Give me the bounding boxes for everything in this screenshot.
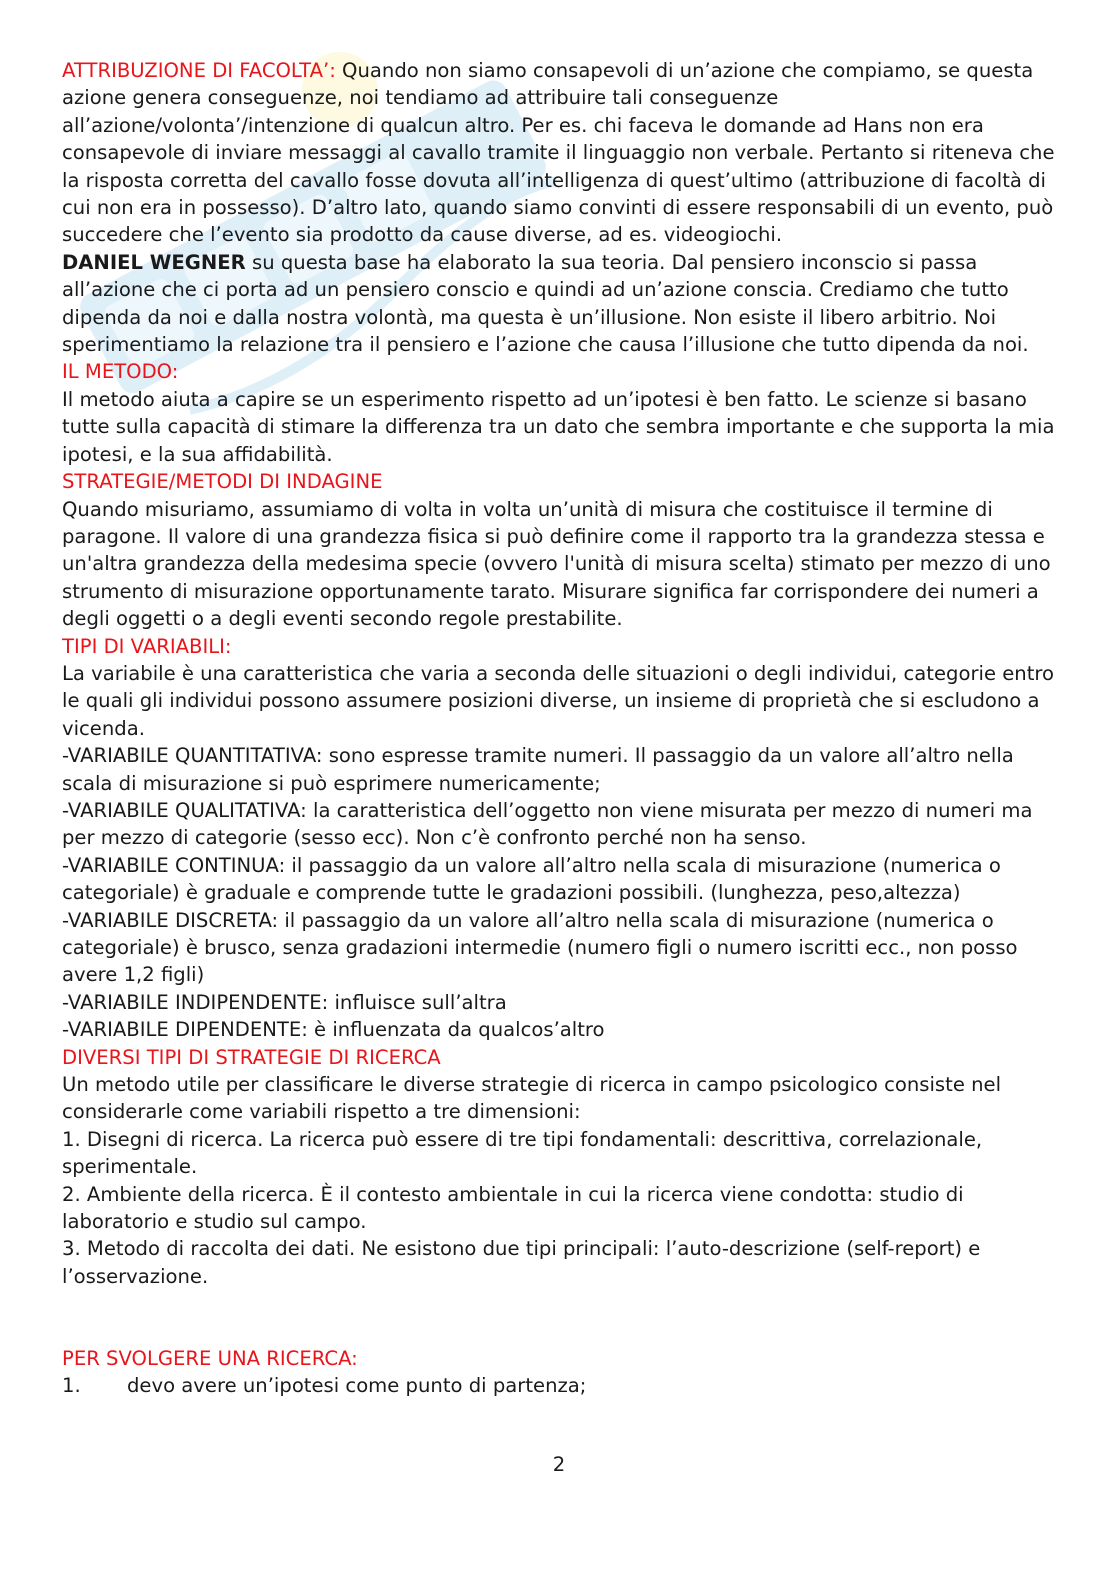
spacer	[62, 1290, 1057, 1345]
paragraph-wegner	[62, 249, 1057, 359]
list-item-variabile-indipendente: -VARIABILE INDIPENDENTE: influisce sull’altra	[62, 990, 507, 1014]
paragraph-ricerca-intro: Un metodo utile per classificare le diverse strategie di ricerca in campo psicologico consiste nel considerarle come variabili rispetto a tre dimensioni:	[62, 1073, 1002, 1124]
section-heading-strategie: STRATEGIE/METODI DI INDAGINE	[62, 470, 383, 494]
paragraph-attribuzione	[62, 57, 1057, 249]
page-number: 2	[552, 1453, 566, 1476]
list-item-variabile-dipendente: -VARIABILE DIPENDENTE: è influenzata da qualcos’altro	[62, 1018, 605, 1042]
author-name: DANIEL WEGNER	[62, 250, 246, 274]
section-heading-ricerca: DIVERSI TIPI DI STRATEGIE DI RICERCA	[62, 1045, 441, 1069]
paragraph-text: su questa base ha elaborato la sua teoria. Dal pensiero inconscio si passa all’azione che ci porta ad un pensiero conscio e quindi ad un’azione conscia. Crediamo che tutto dipenda da noi e dalla nostra volontà, ma questa è un’illusione. Non esiste il libero arbitrio. Noi sperimentiamo la relazione tra il pensiero e l’azione che causa l’illusione che tutto dipenda da noi.	[62, 250, 1029, 357]
paragraph-strategie: Quando misuriamo, assumiamo di volta in volta un’unità di misura che costituisce il termine di paragone. Il valore di una grandezza fisica si può definire come il rapporto tra la grandezza stessa e un'altra grandezza della medesima specie (ovvero l'unità di misura scelta) stimato per mezzo di uno strumento di misurazione opportunamente tarato. Misurare significa far corrispondere dei numeri a degli oggetti o a degli eventi secondo regole prestabilite.	[62, 497, 1051, 631]
section-heading-attribuzione: ATTRIBUZIONE DI FACOLTA’:	[62, 59, 336, 82]
section-heading-metodo: IL METODO:	[62, 360, 179, 384]
list-item-text: devo avere un’ipotesi come punto di partenza;	[127, 1374, 587, 1398]
list-item-variabile-discreta: -VARIABILE DISCRETA: il passaggio da un valore all’altro nella scala di misurazione (numerica o categoriale) è brusco, senza gradazioni intermedie (numero figli o numero iscritti ecc., non posso avere 1,2 figli)	[62, 908, 1018, 987]
paragraph-text: Quando non siamo consapevoli di un’azione che compiamo, se questa azione genera conseguenze, noi tendiamo ad attribuire tali conseguenze all’azione/volonta’/intenzione di qualcun altro. Per es. chi faceva le domande ad Hans non era consapevole di inviare messaggi al cavallo tramite il linguaggio non verbale. Pertanto si riteneva che la risposta corretta del cavallo fosse dovuta all’intelligenza di quest’ultimo (attribuzione di facoltà di cui non era in possesso). D’altro lato, quando siamo convinti di essere responsabili di un evento, può succedere che l’evento sia prodotto da cause diverse, ad es. videogiochi.	[62, 59, 1055, 247]
document-page	[62, 57, 1057, 1400]
numbered-list-item	[62, 1372, 1057, 1399]
paragraph-variabili-intro: La variabile è una caratteristica che varia a seconda delle situazioni o degli individui, categorie entro le quali gli individui possono assumere posizioni diverse, un insieme di proprietà che si escludono a vicenda.	[62, 661, 1055, 740]
list-item-disegni: 1. Disegni di ricerca. La ricerca può essere di tre tipi fondamentali: descrittiva, correlazionale, sperimentale.	[62, 1127, 983, 1179]
section-heading-svolgere: PER SVOLGERE UNA RICERCA:	[62, 1347, 358, 1371]
list-item-ambiente: 2. Ambiente della ricerca. È il contesto ambientale in cui la ricerca viene condotta: studio di laboratorio e studio sul campo.	[62, 1182, 964, 1234]
paragraph-metodo: Il metodo aiuta a capire se un esperimento rispetto ad un’ipotesi è ben fatto. Le scienze si basano tutte sulla capacità di stimare la differenza tra un dato che sembra importante e che supporta la mia ipotesi, e la sua affidabilità.	[62, 387, 1055, 466]
list-item-variabile-quantitativa: -VARIABILE QUANTITATIVA: sono espresse tramite numeri. Il passaggio da un valore all’altro nella scala di misurazione si può esprimere numericamente;	[62, 744, 1014, 795]
list-item-variabile-continua: -VARIABILE CONTINUA: il passaggio da un valore all’altro nella scala di misurazione (numerica o categoriale) è graduale e comprende tutte le gradazioni possibili. (lunghezza, peso,altezza)	[62, 853, 1001, 905]
list-item-variabile-qualitativa: -VARIABILE QUALITATIVA: la caratteristica dell’oggetto non viene misurata per mezzo di numeri ma per mezzo di categorie (sesso ecc). Non c’è confronto perché non ha senso.	[62, 798, 1033, 850]
section-heading-variabili: TIPI DI VARIABILI:	[62, 634, 232, 658]
list-item-metodo-raccolta: 3. Metodo di raccolta dei dati. Ne esistono due tipi principali: l’auto-descrizione (self-report) e l’osservazione.	[62, 1237, 981, 1288]
list-number: 1.	[62, 1374, 81, 1398]
